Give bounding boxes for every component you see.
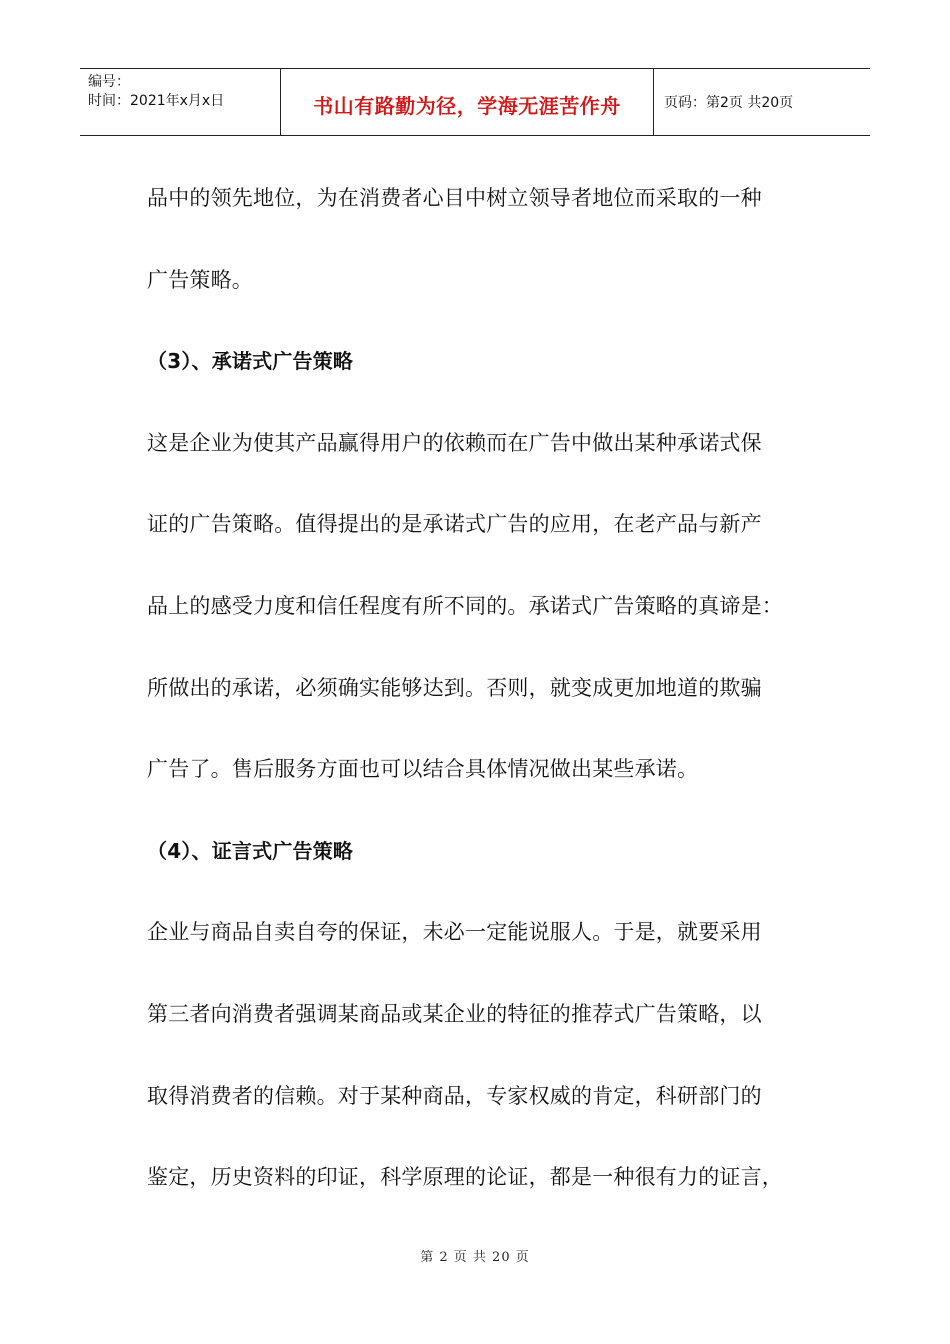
body-line: 这是企业为使其产品赢得用户的依赖而在广告中做出某种承诺式保: [147, 430, 762, 455]
body-line: 所做出的承诺，必须确实能够达到。否则，就变成更加地道的欺骗: [147, 675, 762, 700]
body-line: 广告了。售后服务方面也可以结合具体情况做出某些承诺。: [147, 757, 699, 782]
header-motto: 书山有路勤为径，学海无涯苦作舟: [313, 93, 621, 118]
header-meta-cell: [80, 69, 281, 135]
body-line: 企业与商品自卖自夸的保证，未必一定能说服人。于是，就要采用: [147, 920, 762, 945]
header-page-info: 页码：第2页 共20页: [664, 95, 794, 111]
header-motto-cell: [281, 69, 654, 135]
body-line: 广告策略。: [147, 267, 253, 292]
body-line: 证的广告策略。值得提出的是承诺式广告的应用，在老产品与新产: [147, 512, 762, 537]
header-page-cell: [654, 69, 870, 135]
body-line: 鉴定，历史资料的印证，科学原理的论证，都是一种很有力的证言，: [147, 1165, 783, 1190]
body-line: 取得消费者的信赖。对于某种商品，专家权威的肯定，科研部门的: [147, 1083, 762, 1108]
document-header: [80, 68, 870, 136]
section-heading: （3）、承诺式广告策略: [147, 349, 354, 374]
body-line: 品上的感受力度和信任程度有所不同的。承诺式广告策略的真谛是：: [147, 593, 783, 618]
body-line: 第三者向消费者强调某商品或某企业的特征的推荐式广告策略，以: [147, 1001, 762, 1026]
body-line: 品中的领先地位，为在消费者心目中树立领导者地位而采取的一种: [147, 186, 762, 210]
document-number-label: 编号：: [88, 74, 130, 90]
document-body: [147, 158, 807, 1219]
document-date-label: 时间：2021年x月x日: [88, 93, 225, 109]
section-heading: （4）、证言式广告策略: [147, 838, 354, 863]
page-footer: 第 2 页 共 20 页: [420, 1250, 530, 1265]
